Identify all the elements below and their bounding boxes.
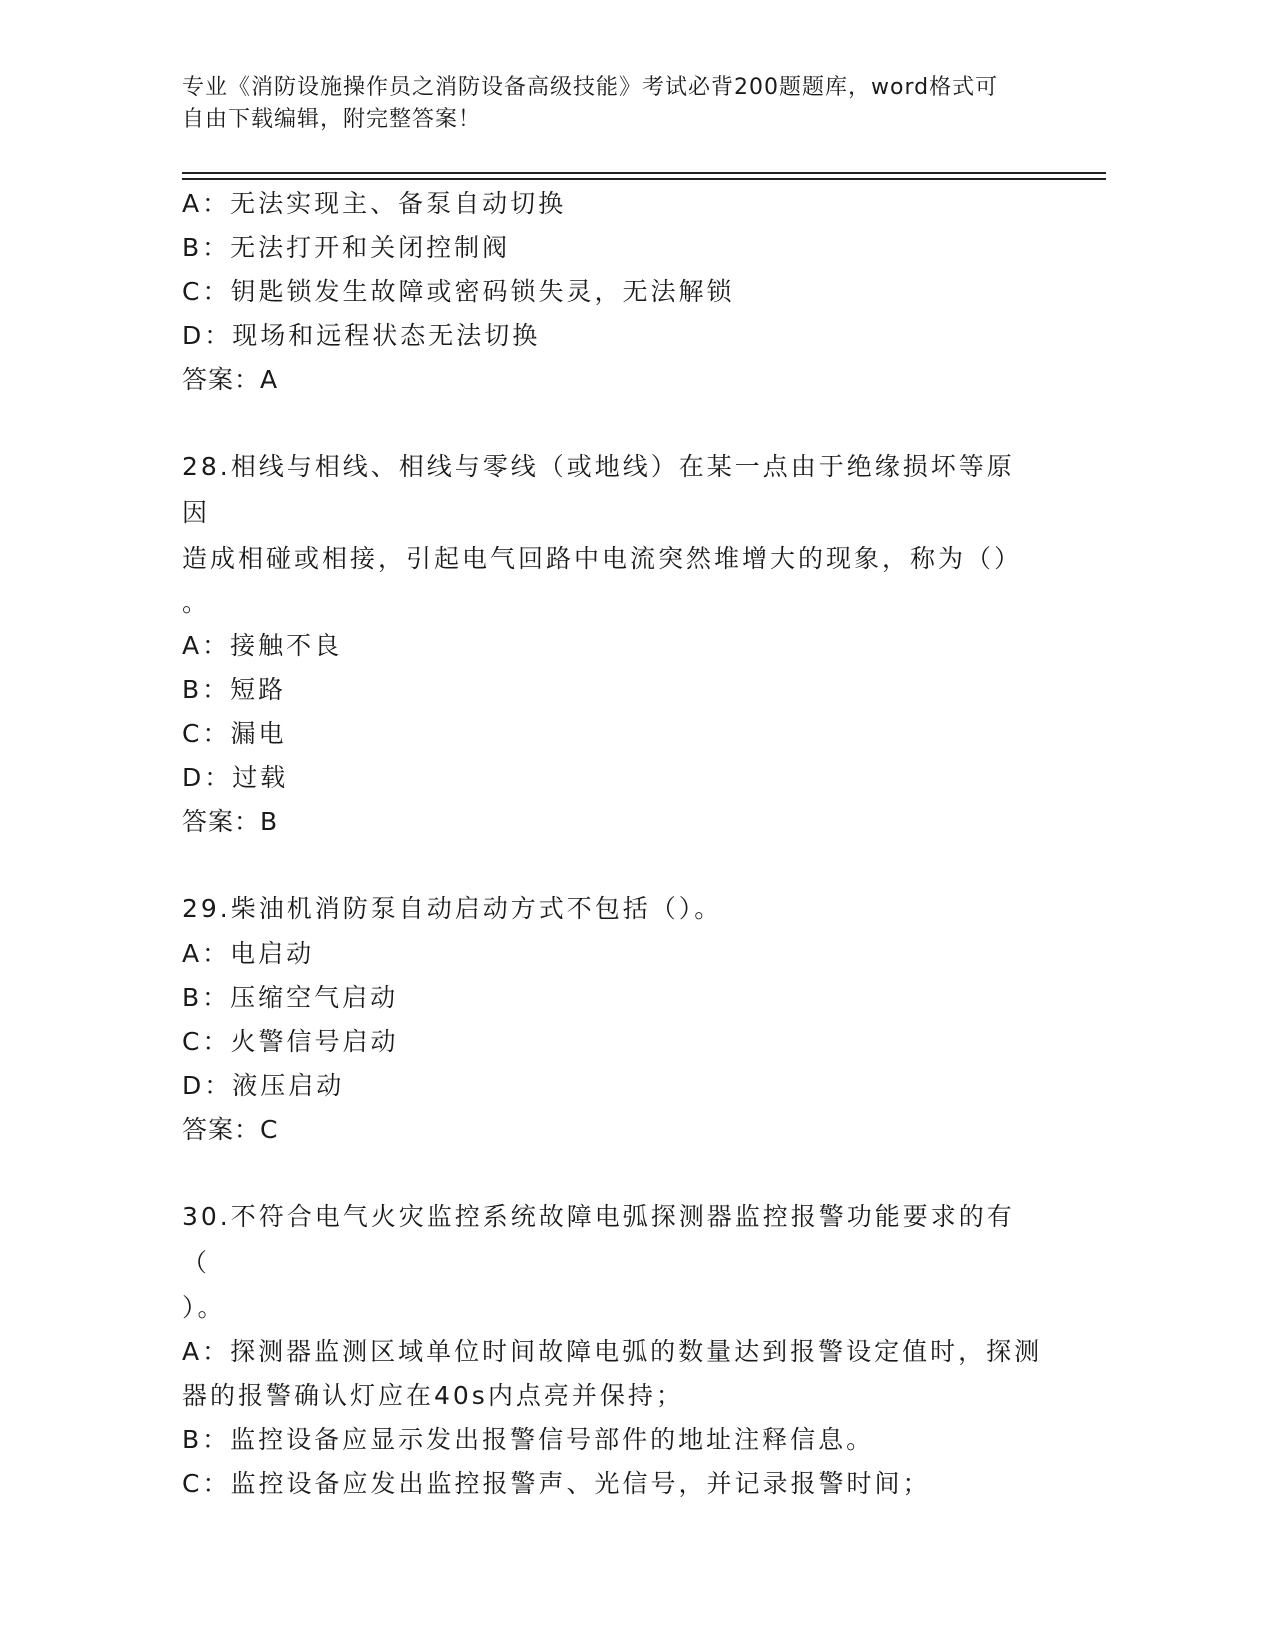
option-b: B：无法打开和关闭控制阀: [182, 233, 511, 262]
option-d: D：过载: [182, 763, 289, 792]
option-d: D：现场和远程状态无法切换: [182, 321, 541, 350]
question-stem-line: 。: [182, 588, 211, 617]
answer-line: 答案：C: [182, 1115, 279, 1144]
question-27: [182, 182, 1062, 402]
option-c: C：火警信号启动: [182, 1027, 399, 1056]
question-29: [182, 886, 1062, 1152]
option-b: B：短路: [182, 675, 287, 704]
document-header: [182, 72, 1062, 136]
question-list: [182, 182, 1062, 1506]
header-divider-top: [182, 172, 1106, 174]
question-stem-line: 30.不符合电气火灾监控系统故障电弧探测器监控报警功能要求的有（: [182, 1202, 1015, 1277]
option-c: C：钥匙锁发生故障或密码锁失灵，无法解锁: [182, 277, 735, 306]
header-line-1: 专业《消防设施操作员之消防设备高级技能》考试必背200题题库，word格式可: [182, 75, 999, 100]
question-stem-line: 29.柴油机消防泵自动启动方式不包括（）。: [182, 894, 723, 923]
option-a: A：无法实现主、备泵自动切换: [182, 189, 567, 218]
question-stem-line: ）。: [182, 1293, 226, 1322]
option-a: A：探测器监测区域单位时间故障电弧的数量达到报警设定值时，探测: [182, 1337, 1043, 1366]
question-stem-line: 28.相线与相线、相线与零线（或地线）在某一点由于绝缘损坏等原因: [182, 452, 1015, 527]
option-b: B：压缩空气启动: [182, 983, 399, 1012]
answer-line: 答案：A: [182, 365, 279, 394]
header-divider-bottom: [182, 178, 1106, 180]
option-a-continued: 器的报警确认灯应在40s内点亮并保持；: [182, 1381, 684, 1410]
option-a: A：接触不良: [182, 631, 343, 660]
spacer: [182, 402, 1062, 444]
question-stem-line: 造成相碰或相接，引起电气回路中电流突然堆增大的现象，称为（）: [182, 544, 1023, 573]
option-d: D：液压启动: [182, 1071, 345, 1100]
spacer: [182, 1152, 1062, 1194]
spacer: [182, 844, 1062, 886]
option-c: C：漏电: [182, 719, 287, 748]
question-28: [182, 444, 1062, 844]
header-line-2: 自由下载编辑，附完整答案！: [182, 107, 482, 132]
question-30: [182, 1194, 1062, 1506]
option-c: C：监控设备应发出监控报警声、光信号，并记录报警时间；: [182, 1469, 931, 1498]
option-b: B：监控设备应显示发出报警信号部件的地址注释信息。: [182, 1425, 875, 1454]
option-a: A：电启动: [182, 939, 315, 968]
answer-line: 答案：B: [182, 807, 279, 836]
